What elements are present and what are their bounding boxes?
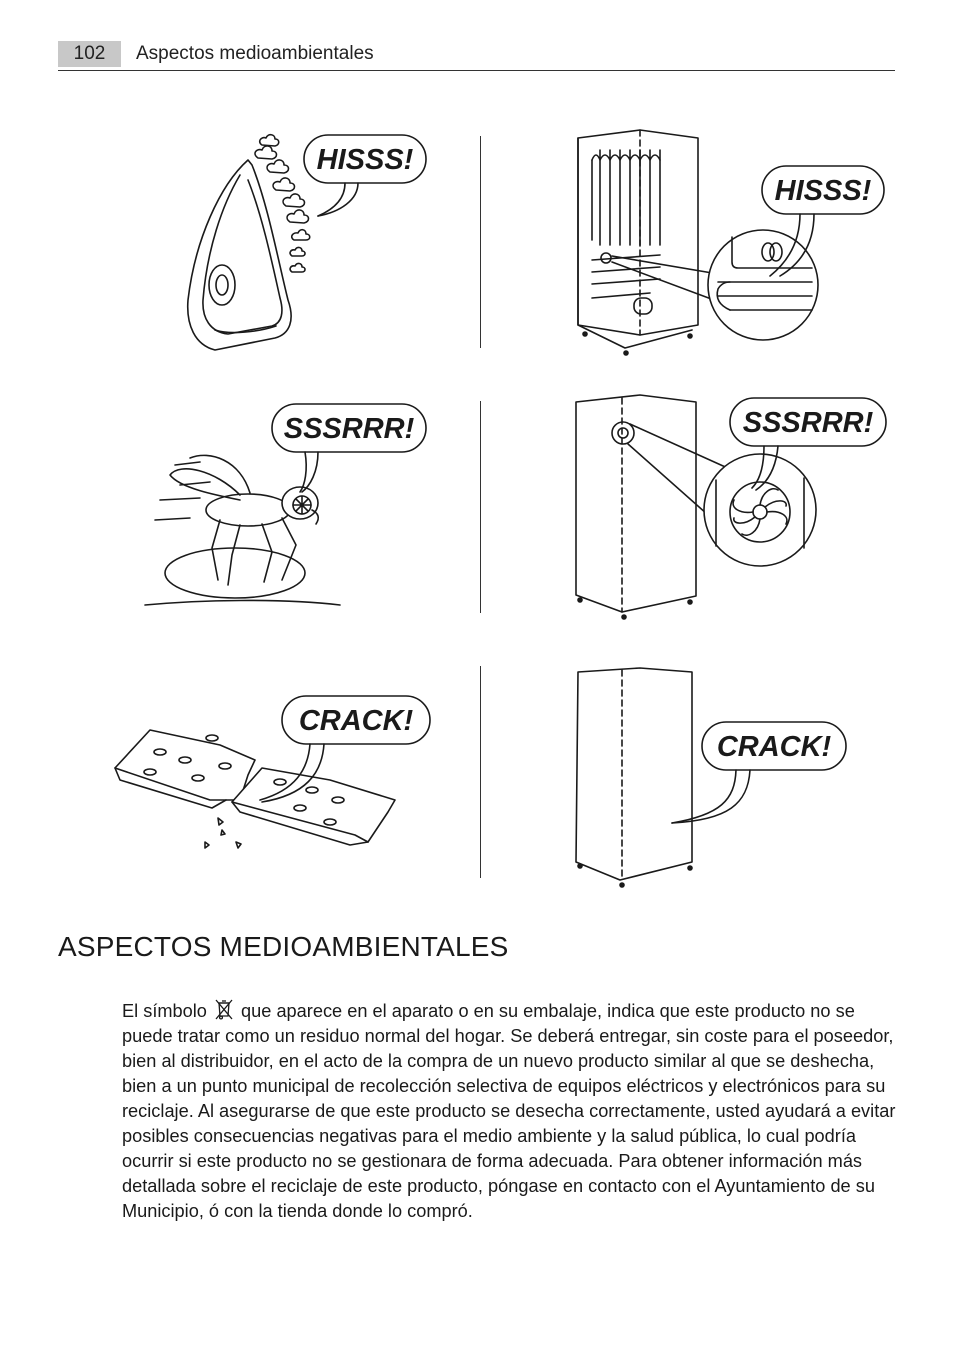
fridge-coil-illustration [578, 130, 884, 355]
body-text-rest: que aparece en el aparato o en su embalaje, indica que este producto no se puede tratar como un residuo normal del hogar. Se deberá entregar, sin coste para el poseedor, bien al distribuidor, en el acto de la compra de un nuevo producto similar al que se deshecha, bien a un punto municipal de recolección selectiva de equipos eléctricos y electrónicos para su reciclaje. Al asegurarse de que este producto se desecha correctamente, usted ayudará a evitar posibles consecuencias negativas para el medio ambiente y la salud pública, lo cual podría ocurrir si este producto no se gestionara de forma adecuada. Para obtener información más detallada sobre el reciclaje de este producto, póngase en contacto con el Ayuntamiento de su Municipio, ó con la tienda donde lo compró. [122, 1001, 896, 1221]
bubble-sssrrr-left: SSSRRR! [283, 413, 415, 445]
fridge-crack-illustration [576, 668, 846, 887]
page-number: 102 [58, 41, 121, 67]
bubble-hisss-left: HISSS! [316, 144, 414, 176]
header-title: Aspectos medioambientales [136, 43, 374, 64]
crossed-out-wheelie-bin-icon [214, 998, 234, 1020]
section-title: ASPECTOS MEDIOAMBIENTALES [58, 931, 509, 962]
section-body [122, 998, 897, 1224]
bubble-hisss-right: HISSS! [774, 175, 872, 207]
bubble-sssrrr-right: SSSRRR! [742, 407, 874, 439]
bubble-crack-right: CRACK! [716, 731, 832, 763]
bubble-crack-left: CRACK! [298, 705, 414, 737]
body-text-start: El símbolo [122, 1001, 207, 1021]
